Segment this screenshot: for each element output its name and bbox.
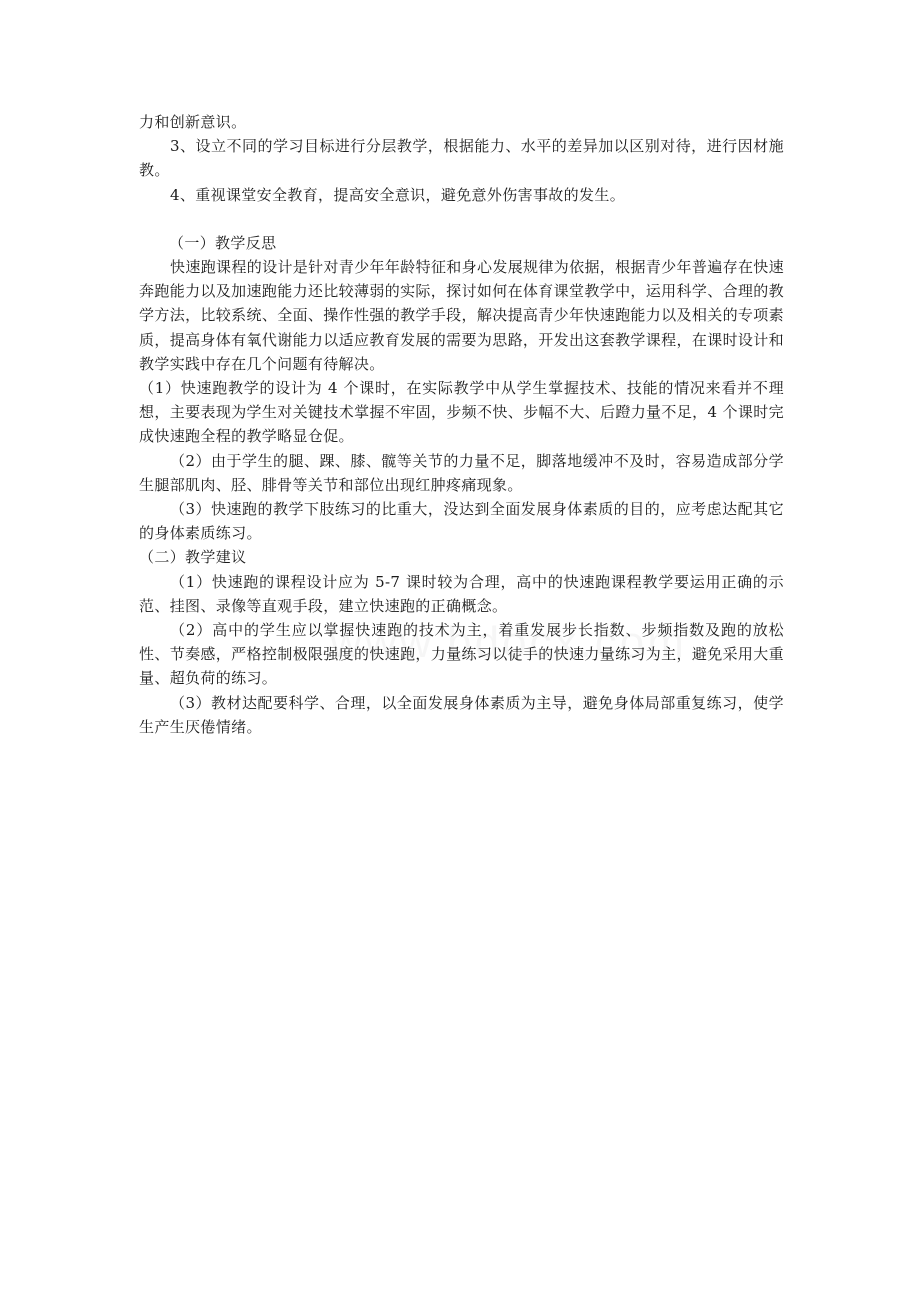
paragraph-item-4: 4、重视课堂安全教育，提高安全意识，避免意外伤害事故的发生。 <box>170 185 626 204</box>
paragraph-suggestion-2: （2）高中的学生应以掌握快速跑的技术为主，着重发展步长指数、步频指数及跑的放松性、节奏感，严格控制极限强度的快速跑，力量练习以徒手的快速力量练习为主，避免采用大重量、超负荷的练习。 <box>139 621 784 688</box>
section-heading-reflection: （一）教学反思 <box>169 233 277 252</box>
paragraph-reflection-2: （2）由于学生的腿、踝、膝、髋等关节的力量不足，脚落地缓冲不及时，容易造成部分学生腿部肌肉、胫、腓骨等关节和部位出现红肿疼痛现象。 <box>139 451 784 494</box>
blank-line <box>139 207 784 231</box>
paragraph-continuation: 力和创新意识。 <box>139 113 247 131</box>
paragraph-reflection-1: （1）快速跑教学的设计为 4 个课时，在实际教学中从学生掌握技术、技能的情况来看并不理想，主要表现为学生对关键技术掌握不牢固，步频不快、步幅不大、后蹬力量不足，4 个课时完成快速跑全程的教学略显仓促。 <box>139 379 784 446</box>
paragraph-reflection-intro: 快速跑课程的设计是针对青少年年龄特征和身心发展规律为依据，根据青少年普遍存在快速奔跑能力以及加速跑能力还比较薄弱的实际，探讨如何在体育课堂教学中，运用科学、合理的教学方法，比较系统、全面、操作性强的教学手段，解决提高青少年快速跑能力以及相关的专项素质，提高身体有氧代谢能力以适应教育发展的需要为思路，开发出这套教学课程，在课时设计和教学实践中存在几个问题有待解决。 <box>139 258 785 373</box>
paragraph-item-3: 3、设立不同的学习目标进行分层教学，根据能力、水平的差异加以区别对待，进行因材施教。 <box>139 137 784 180</box>
paragraph-reflection-3: （3）快速跑的教学下肢练习的比重大，没达到全面发展身体素质的目的，应考虑达配其它的身体素质练习。 <box>139 500 784 543</box>
paragraph-suggestion-1: （1）快速跑的课程设计应为 5-7 课时较为合理，高中的快速跑课程教学要运用正确的示范、挂图、录像等直观手段，建立快速跑的正确概念。 <box>139 572 784 615</box>
paragraph-suggestion-3: （3）教材达配要科学、合理，以全面发展身体素质为主导，避免身体局部重复练习，使学生产生厌倦情绪。 <box>139 693 784 736</box>
document-body <box>139 110 784 739</box>
section-heading-suggestions: （二）教学建议 <box>139 548 247 567</box>
